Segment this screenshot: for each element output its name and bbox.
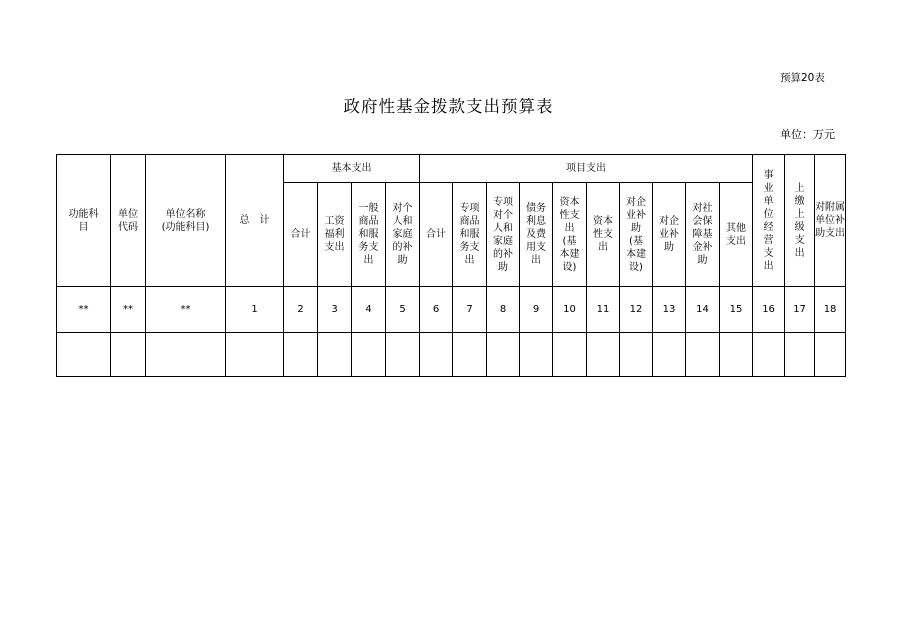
empty-cell xyxy=(352,333,386,377)
index-cell: 13 xyxy=(653,287,686,333)
empty-cell xyxy=(420,333,453,377)
budget-table xyxy=(56,154,846,377)
header-basic-group: 基本支出 xyxy=(284,155,420,183)
empty-cell xyxy=(720,333,753,377)
index-cell: 18 xyxy=(815,287,846,333)
table-code: 预算20表 xyxy=(780,72,825,84)
index-cell: 11 xyxy=(587,287,620,333)
empty-cell xyxy=(487,333,520,377)
header-project-col: 对社会保障基金补助 xyxy=(686,183,720,287)
header-subsidy-affiliated: 对附属单位补助支出 xyxy=(815,155,846,287)
header-project-col: 合计 xyxy=(420,183,453,287)
header-basic-col: 对个人和家庭的补助 xyxy=(386,183,420,287)
header-project-col: 资本性支出 xyxy=(587,183,620,287)
header-unit-code: 单位 代码 xyxy=(111,155,146,287)
empty-cell xyxy=(653,333,686,377)
index-cell: 6 xyxy=(420,287,453,333)
index-cell: 9 xyxy=(520,287,553,333)
empty-cell xyxy=(815,333,846,377)
header-project-col: 专项对个人和家庭的补助 xyxy=(487,183,520,287)
index-row xyxy=(57,287,846,333)
unit-label: 单位：万元 xyxy=(780,128,835,141)
header-project-col: 专项商品和服务支出 xyxy=(453,183,487,287)
header-business-unit: 事业单位经营支出 xyxy=(753,155,785,287)
index-cell: 8 xyxy=(487,287,520,333)
empty-cell xyxy=(111,333,146,377)
empty-cell xyxy=(146,333,226,377)
index-cell: 14 xyxy=(686,287,720,333)
index-cell: 5 xyxy=(386,287,420,333)
empty-data-row xyxy=(57,333,846,377)
empty-cell xyxy=(587,333,620,377)
header-project-col: 资本性支出(基本建设) xyxy=(553,183,587,287)
index-cell: 3 xyxy=(318,287,352,333)
index-cell: 1 xyxy=(226,287,284,333)
index-cell: 16 xyxy=(753,287,785,333)
index-cell: ** xyxy=(146,287,226,333)
empty-cell xyxy=(57,333,111,377)
header-remit-upper: 上缴上级支出 xyxy=(785,155,815,287)
header-project-col: 债务利息及费用支出 xyxy=(520,183,553,287)
page-title: 政府性基金拨款支出预算表 xyxy=(343,97,554,116)
index-cell: 10 xyxy=(553,287,587,333)
empty-cell xyxy=(520,333,553,377)
index-cell: 4 xyxy=(352,287,386,333)
index-cell: 7 xyxy=(453,287,487,333)
index-cell: ** xyxy=(57,287,111,333)
index-cell: 15 xyxy=(720,287,753,333)
header-basic-col: 工资福利支出 xyxy=(318,183,352,287)
header-basic-col: 合计 xyxy=(284,183,318,287)
header-project-col: 对企业补助 xyxy=(653,183,686,287)
header-project-group: 项目支出 xyxy=(420,155,753,183)
index-cell: 12 xyxy=(620,287,653,333)
header-row-groups xyxy=(57,155,846,183)
index-cell: 17 xyxy=(785,287,815,333)
header-function-subject: 功能科 目 xyxy=(57,155,111,287)
empty-cell xyxy=(453,333,487,377)
header-unit-name: 单位名称 (功能科目) xyxy=(146,155,226,287)
empty-cell xyxy=(284,333,318,377)
index-cell: 2 xyxy=(284,287,318,333)
empty-cell xyxy=(785,333,815,377)
empty-cell xyxy=(620,333,653,377)
header-basic-col: 一般商品和服务支出 xyxy=(352,183,386,287)
empty-cell xyxy=(553,333,587,377)
empty-cell xyxy=(686,333,720,377)
empty-cell xyxy=(318,333,352,377)
empty-cell xyxy=(226,333,284,377)
header-project-col: 其他支出 xyxy=(720,183,753,287)
index-cell: ** xyxy=(111,287,146,333)
header-project-col: 对企业补助(基本建设) xyxy=(620,183,653,287)
empty-cell xyxy=(753,333,785,377)
header-total: 总 计 xyxy=(226,155,284,287)
empty-cell xyxy=(386,333,420,377)
